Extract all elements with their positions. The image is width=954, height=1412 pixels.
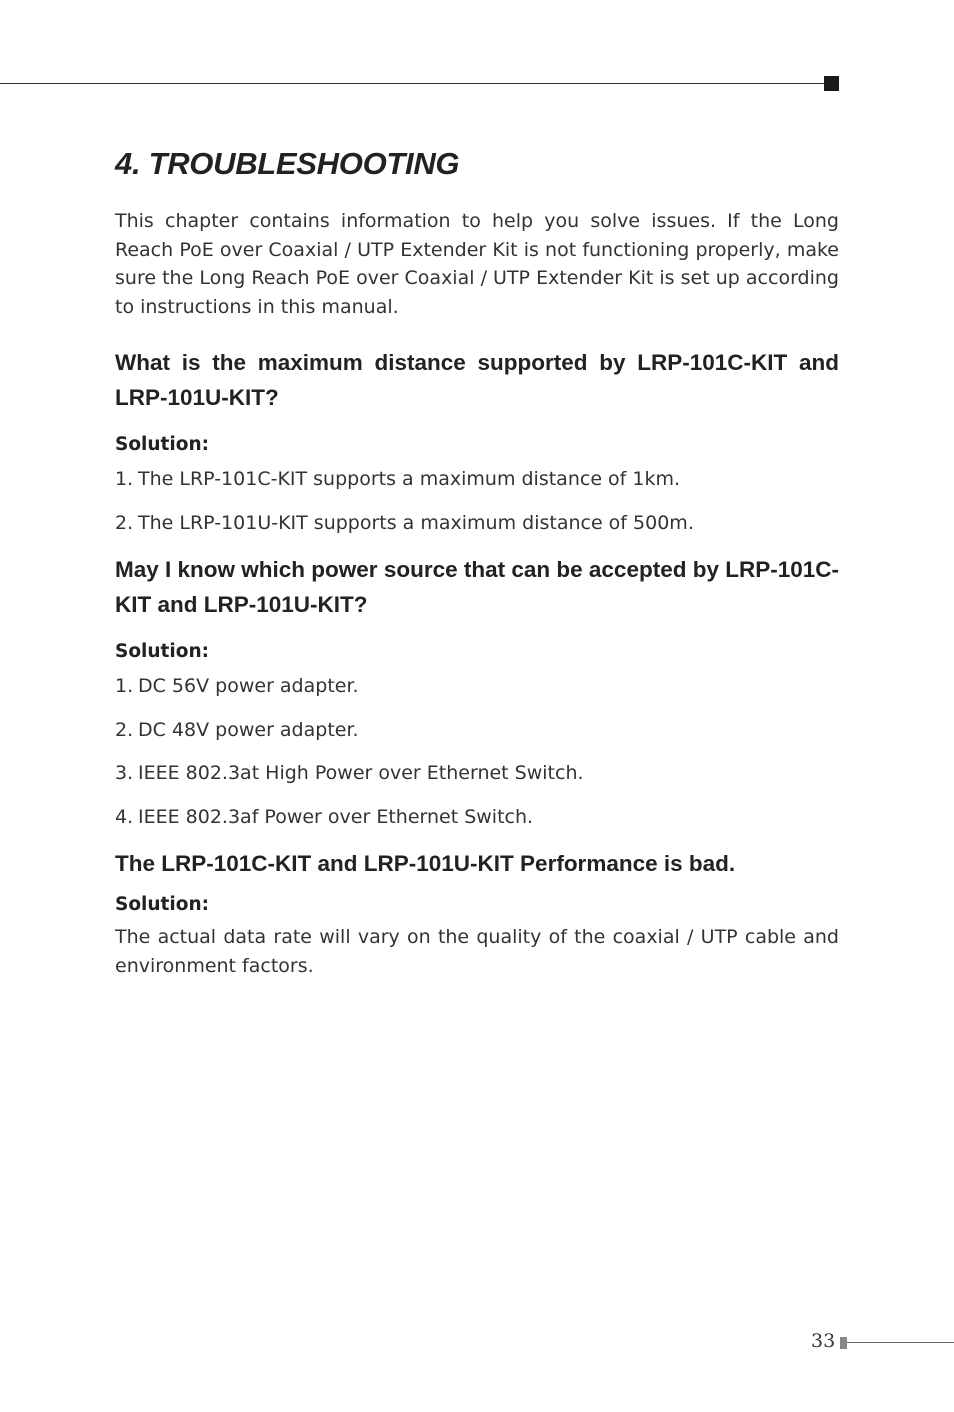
list-item [115, 803, 839, 831]
faq-question: The LRP-101C-KIT and LRP-101U-KIT Performance is bad. [115, 851, 736, 876]
list-number: 4. [115, 805, 134, 828]
solution-label: Solution: [115, 641, 210, 662]
list-item [115, 509, 839, 537]
footer-rule [847, 1342, 954, 1343]
list-text: IEEE 802.3af Power over Ethernet Switch. [138, 805, 534, 828]
list-number: 1. [115, 675, 134, 697]
list-number: 3. [115, 762, 134, 784]
faq-section-3 [115, 846, 839, 980]
solution-list [115, 465, 839, 537]
list-text: The LRP-101U-KIT supports a maximum distance of 500m. [138, 511, 694, 534]
chapter-title: 4. TROUBLESHOOTING [115, 146, 460, 181]
footer-marker [840, 1337, 847, 1349]
faq-section-1 [115, 345, 839, 537]
solution-list [115, 672, 839, 831]
list-text: IEEE 802.3at High Power over Ethernet Switch. [138, 762, 584, 784]
header-rule [0, 83, 826, 84]
list-item [115, 465, 839, 493]
list-text: DC 48V power adapter. [138, 718, 359, 741]
faq-question: What is the maximum distance supported by LRP-101C-KIT and LRP-101U-KIT? [115, 350, 839, 410]
page-number: 33 [811, 1330, 836, 1352]
solution-label: Solution: [115, 894, 210, 915]
solution-label: Solution: [115, 434, 210, 455]
solution-answer: The actual data rate will vary on the quality of the coaxial / UTP cable and environment factors. [115, 926, 839, 977]
list-number: 2. [115, 718, 134, 741]
faq-question: May I know which power source that can be accepted by LRP-101C-KIT and LRP-101U-KIT? [115, 557, 839, 617]
chapter-intro: This chapter contains information to help you solve issues. If the Long Reach PoE over Coaxial / UTP Extender Kit is not functioning properly, make sure the Long Reach PoE over Coaxial / UTP Extender Kit is set up according to instructions in this manual. [115, 210, 839, 318]
list-item [115, 672, 839, 700]
list-text: DC 56V power adapter. [138, 675, 359, 697]
list-number: 1. [115, 468, 134, 490]
faq-section-2 [115, 552, 839, 831]
list-item [115, 759, 839, 787]
list-text: The LRP-101C-KIT supports a maximum distance of 1km. [138, 468, 681, 490]
list-item [115, 716, 839, 744]
page-content [115, 143, 839, 980]
header-square-marker [824, 76, 839, 91]
list-number: 2. [115, 511, 134, 534]
